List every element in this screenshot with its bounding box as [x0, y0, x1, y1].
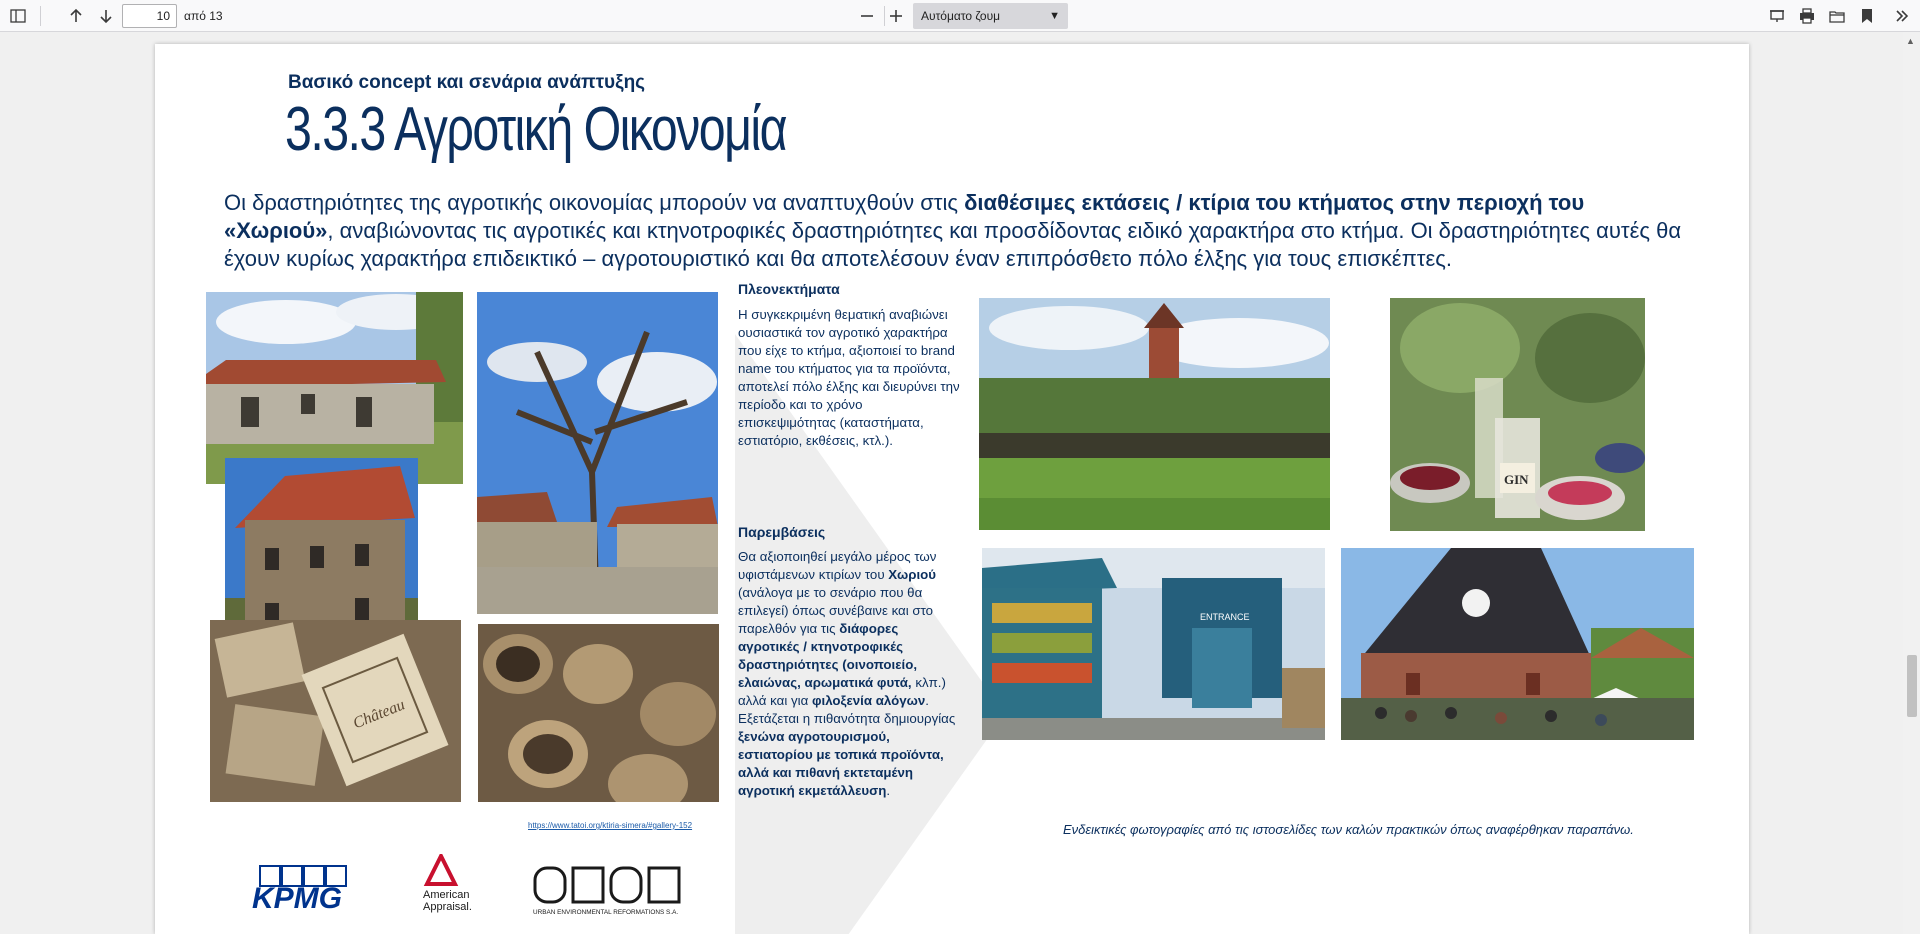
- chevron-down-icon: ▼: [1049, 10, 1060, 22]
- photo-barrels: [478, 624, 719, 802]
- page-count: από 13: [184, 9, 223, 23]
- interventions-bold-part: φιλοξενία αλόγων: [811, 693, 926, 708]
- entrance-sign: ENTRANCE: [1200, 612, 1250, 622]
- interventions-text: [738, 548, 963, 800]
- vertical-scrollbar[interactable]: [1903, 32, 1920, 934]
- intro-text: Οι δραστηριότητες της αγροτικής οικονομίας μπορούν να αναπτυχθούν στις: [224, 190, 965, 215]
- urban-environmental-logo: [533, 866, 693, 921]
- page-number-input[interactable]: 10: [122, 4, 177, 28]
- photo-old-wine-labels: [210, 620, 461, 802]
- scrollbar-thumb[interactable]: [1907, 655, 1917, 717]
- photo-gin-table: [1390, 298, 1645, 531]
- appraisal-wordmark-line1: American: [423, 889, 470, 901]
- zoom-select-value: Αυτόματο ζουμ: [921, 9, 1001, 23]
- photo-village-trees: [477, 292, 718, 614]
- interventions-bold-part: διάφορες αγροτικές / κτηνοτροφικές δραστηριότητες (οινοποιείο, ελαιώνας, αρωματικά φυτά,: [738, 621, 918, 690]
- kpmg-logo: [252, 864, 362, 917]
- american-appraisal-logo: [423, 854, 493, 919]
- advantages-text: Η συγκεκριμένη θεματική αναβιώνει ουσιαστικά τον αγροτικό χαρακτήρα που είχε το κτήμα, αξιοποιεί το brand name του κτήματος για τα προϊόντα, αποτελεί πόλο έλξης και διευρύνει την περίοδο και το χρόνο επισκεψιμότητας (καταστήματα, εστιατόριο, εκθέσεις, κτλ.).: [738, 307, 960, 448]
- interventions-bold-part: Χωριού: [888, 567, 937, 582]
- pdf-page: [155, 44, 1749, 934]
- zoom-in-icon[interactable]: [884, 4, 908, 28]
- interventions-text-part: . Εξετάζεται η πιθανότητα δημιουργίας: [738, 693, 956, 726]
- interventions-bold-part: ξενώνα αγροτουρισμού, εστιατορίου με τοπικά προϊόντα, αλλά και πιθανή εκτεταμένη αγροτική εκμετάλλευση: [738, 729, 944, 798]
- gallery-link[interactable]: https://www.tatoi.org/ktiria-simera/#gallery-152: [528, 821, 693, 830]
- toolbar-separator: [40, 6, 41, 26]
- gin-label: GIN: [1504, 472, 1529, 487]
- print-icon[interactable]: [1795, 4, 1819, 28]
- next-page-icon[interactable]: [94, 4, 118, 28]
- section-title: 3.3.3 Αγροτική Οικονομία: [285, 95, 787, 164]
- interventions-text-part: Θα αξιοποιηθεί μεγάλο μέρος των υφιστάμενων κτιρίων του: [738, 549, 937, 582]
- zoom-out-icon[interactable]: [855, 4, 879, 28]
- zoom-select[interactable]: [913, 3, 1068, 29]
- intro-paragraph: [224, 189, 1684, 273]
- intro-text: , αναβιώνοντας τις αγροτικές και κτηνοτροφικές δραστηριότητες και προσδίδοντας ειδικό χαρακτήρα στο κτήμα. Οι δραστηριότητες αυτές θα έχουν κυρίως χαρακτήρα επιδεικτικό – αγροτουριστικό και θα αποτελέσουν έναν επιπρόσθετο πόλο έλξης για τους επισκέπτες.: [224, 218, 1682, 271]
- scroll-up-icon[interactable]: ▲: [1906, 36, 1915, 46]
- photo-vegetable-garden: [979, 298, 1330, 530]
- intro-bold-text: διαθέσιμες εκτάσεις / κτίρια του κτήματος στην περιοχή του «Χωριού»: [224, 190, 1585, 243]
- appraisal-wordmark-line2: Appraisal.: [423, 901, 472, 913]
- interventions-text-part: (ανάλογα με το σενάριο που θα επιλεγεί) όπως συνέβαινε και στο παρελθόν για τις: [738, 585, 934, 636]
- photo-farm-shop: [982, 548, 1325, 740]
- open-file-icon[interactable]: [1825, 4, 1849, 28]
- previous-page-icon[interactable]: [64, 4, 88, 28]
- kpmg-wordmark: KPMG: [252, 882, 342, 912]
- interventions-text-part: .: [886, 783, 891, 798]
- photo-barn-market: [1341, 548, 1694, 740]
- svg-text:Château: Château: [350, 696, 408, 733]
- advantages-heading: Πλεονεκτήματα: [738, 281, 840, 297]
- bookmark-icon[interactable]: [1855, 4, 1879, 28]
- urban-wordmark: URBAN ENVIRONMENTAL REFORMATIONS S.A.: [533, 909, 679, 916]
- section-subheading: Βασικό concept και σενάρια ανάπτυξης: [288, 72, 646, 93]
- interventions-text-part: κλπ.) αλλά και για: [738, 675, 946, 708]
- presentation-mode-icon[interactable]: [1765, 4, 1789, 28]
- pdf-toolbar: [0, 0, 1920, 32]
- photo-stone-farmhouse: [206, 292, 463, 484]
- sidebar-toggle-icon[interactable]: [6, 4, 30, 28]
- tools-menu-icon[interactable]: [1890, 4, 1914, 28]
- interventions-heading: Παρεμβάσεις: [738, 524, 826, 540]
- photo-caption: Ενδεικτικές φωτογραφίες από τις ιστοσελίδες των καλών πρακτικών όπως αναφέρθηκαν παραπάνω.: [1063, 822, 1634, 837]
